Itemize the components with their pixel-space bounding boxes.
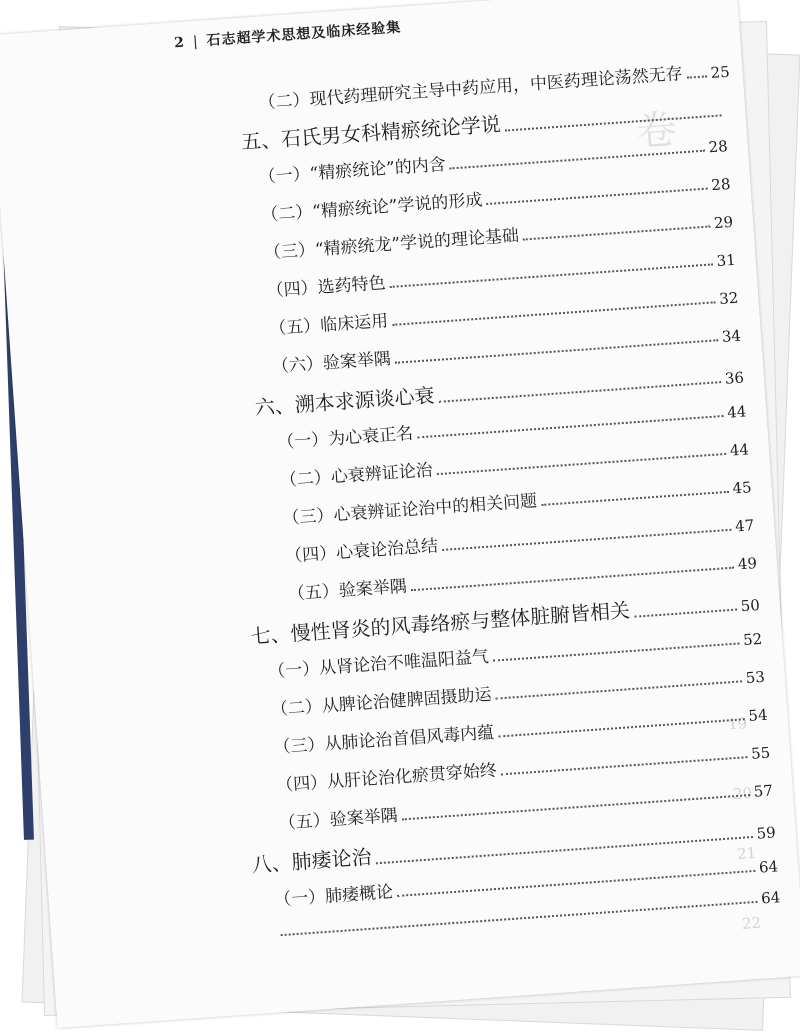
leader-dots xyxy=(442,529,731,551)
toc-entry-label: （五）临床运用 xyxy=(268,311,389,340)
toc-entry-page: 34 xyxy=(721,326,742,346)
toc-entry-page: 49 xyxy=(737,554,758,574)
toc-entry-label: （二）心衰辨证论治 xyxy=(279,460,434,492)
leader-dots xyxy=(541,491,729,506)
toc-entry-page: 50 xyxy=(740,595,761,616)
toc-entry-page: 31 xyxy=(716,250,737,271)
toc-entry-page: 45 xyxy=(731,478,753,498)
toc-entry-label: 五、石氏男女科精瘀统论学说 xyxy=(240,111,502,154)
toc-entry-page: 47 xyxy=(734,516,755,536)
header-separator: | xyxy=(192,33,200,51)
leader-dots xyxy=(281,901,758,936)
leader-dots xyxy=(687,75,707,78)
toc-entry-page: 32 xyxy=(718,288,739,308)
toc-entry-page: 55 xyxy=(750,743,771,763)
leader-dots xyxy=(411,567,734,592)
book-title: 石志超学术思想及临床经验集 xyxy=(206,19,402,50)
toc-entry-label: （五）验案举隅 xyxy=(278,805,399,834)
toc-entry-page: 54 xyxy=(747,705,769,725)
toc-entry-page: 44 xyxy=(726,402,747,422)
toc-entry-page: 28 xyxy=(708,137,729,157)
leader-dots xyxy=(390,263,713,288)
leader-dots xyxy=(498,718,744,737)
leader-dots xyxy=(437,453,726,475)
toc-entry-page: 25 xyxy=(709,62,731,83)
toc-entry-label: （三）心衰辨证论治中的相关问题 xyxy=(281,491,538,529)
leader-dots xyxy=(487,188,708,205)
toc-entry-page: 52 xyxy=(742,629,763,650)
toc-entry-label: （一）从肾论治不唯温阳益气 xyxy=(267,646,490,683)
toc-entry-label: （二）从脾论治健脾固摄助运 xyxy=(270,684,493,721)
toc-entry-label: （一）肺痿概论 xyxy=(273,882,394,911)
toc-entry-label: （一）为心衰正名 xyxy=(276,423,414,454)
toc-entry-page: 57 xyxy=(753,781,774,801)
toc-entry-label: （一）“精瘀统论”的内含 xyxy=(258,154,447,188)
toc-entry-label: （四）从肝论治化瘀贯穿始终 xyxy=(275,760,498,797)
page-number: 2 xyxy=(173,34,186,52)
toc-entry-label: （二）现代药理研究主导中药应用，中医药理论荡然无存 xyxy=(257,64,684,114)
toc-entry-page: 44 xyxy=(729,440,750,460)
toc-entry-page: 29 xyxy=(713,212,734,233)
toc-entry-label: （四）心衰论治总结 xyxy=(284,536,439,567)
leader-dots xyxy=(402,794,750,820)
leader-dots xyxy=(634,609,737,618)
toc-entry-label: （六）验案举隅 xyxy=(271,349,392,378)
leader-dots xyxy=(450,150,705,170)
toc-entry-label: 七、慢性肾炎的风毒络瘀与整体脏腑皆相关 xyxy=(249,598,631,649)
leader-dots xyxy=(523,225,710,240)
toc-entry-page: 53 xyxy=(745,667,766,688)
bleed-through-mark: 19 xyxy=(727,714,748,734)
bleed-through-mark: 20 xyxy=(732,783,753,804)
toc-entry-label: （三）从肺论治首倡风毒内蕴 xyxy=(272,722,495,759)
toc-entry-page: 36 xyxy=(724,368,745,388)
leader-dots xyxy=(392,301,715,326)
toc-entry-page: 28 xyxy=(710,174,732,195)
toc-entry-label: （五）验案举隅 xyxy=(287,576,408,605)
bleed-through-mark: 21 xyxy=(736,843,757,864)
page-header xyxy=(173,17,401,53)
leader-dots xyxy=(496,680,742,699)
toc-entry-label: （二）“精瘀统论”学说的形成 xyxy=(260,190,484,226)
toc-entry-label: （三）“精瘀统龙”学说的理论基础 xyxy=(263,225,520,264)
leader-dots xyxy=(417,415,723,438)
toc-entry-page: 64 xyxy=(758,857,779,877)
leader-dots xyxy=(501,756,747,775)
bleed-through-mark: 卷 xyxy=(634,106,679,156)
toc-entry-page: 59 xyxy=(756,823,777,843)
toc-entry-label: 六、溯本求源谈心衰 xyxy=(253,383,436,420)
toc-entry-label: （四）选药特色 xyxy=(266,273,387,302)
leader-dots xyxy=(493,642,739,661)
toc-entry-page: 64 xyxy=(760,888,781,908)
leader-dots xyxy=(395,339,718,364)
toc-entry-label: 八、肺痿论治 xyxy=(250,844,373,877)
leader-dots xyxy=(505,114,722,131)
bleed-through-mark: 22 xyxy=(741,913,762,933)
